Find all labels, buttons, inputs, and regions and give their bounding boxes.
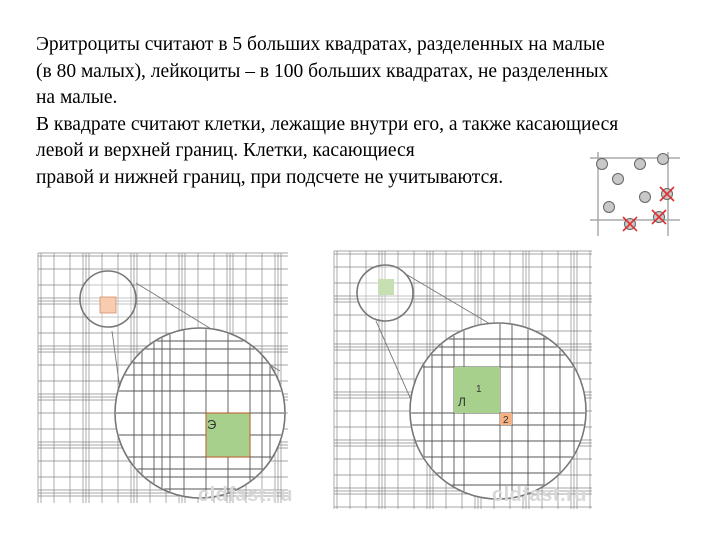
counted-cell (597, 159, 608, 170)
text-line-6: правой и нижней границ, при подсчете не учитываются. (36, 166, 504, 188)
watermark: cldfast.ru (492, 484, 588, 506)
excluded-cell (660, 187, 674, 201)
text-line-2: (в 80 малых), лейкоциты – в 100 больших квадратах, не разделенных (36, 60, 609, 82)
square-mark-e: Э (207, 417, 217, 432)
watermark: cldfast.ru (198, 484, 294, 506)
counted-cell (613, 174, 624, 185)
text-line-4: В квадрате считают клетки, лежащие внутри его, а также касающиеся (36, 113, 619, 135)
cell-counting-rule-diagram (588, 150, 688, 240)
text-line-5: левой и верхней границ. Клетки, касающиеся (36, 140, 415, 161)
counted-cell (640, 192, 651, 203)
square-mark-1: 1 (476, 384, 482, 395)
square-mark-2: 2 (503, 415, 509, 426)
text-line-3: на малые. (36, 87, 118, 108)
text-line-1: Эритроциты считают в 5 больших квадратах, разделенных на малые (36, 34, 605, 55)
goryaev-grid-leukocytes (328, 245, 603, 510)
excluded-cell (623, 217, 637, 231)
counted-cell (604, 202, 615, 213)
excluded-cell (652, 210, 666, 224)
small-magnifier-circle (80, 271, 136, 327)
square-mark-l: Л (458, 395, 466, 409)
counted-cell (658, 154, 669, 165)
counted-cell (635, 159, 646, 170)
goryaev-grid-erythrocytes (30, 245, 300, 510)
